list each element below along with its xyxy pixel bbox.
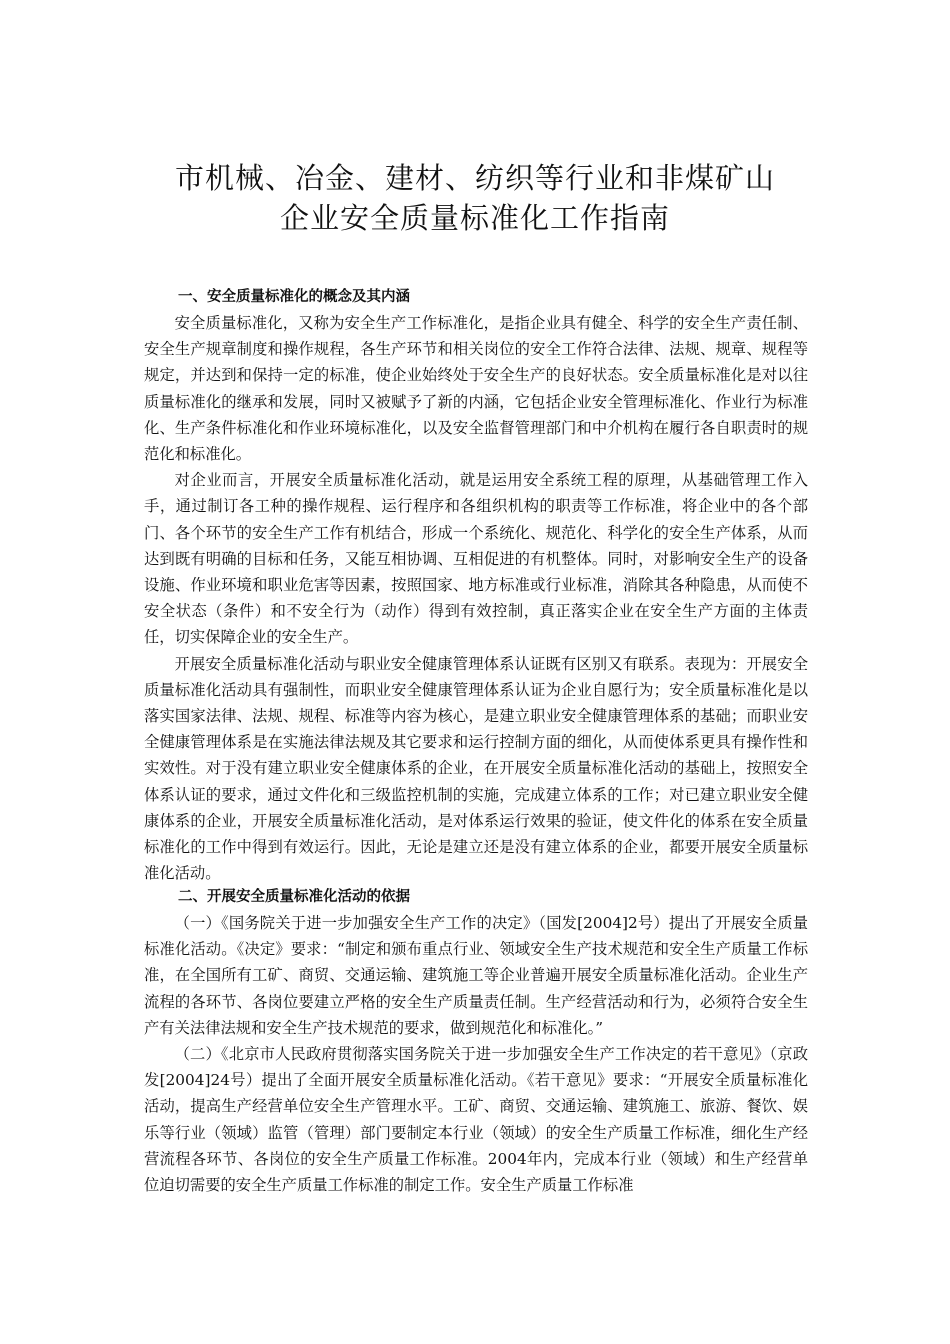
section-1-heading: 一、安全质量标准化的概念及其内涵 (178, 289, 410, 305)
document-title-line-2: 企业安全质量标准化工作指南 (279, 201, 670, 235)
section-1-body (144, 310, 808, 886)
section-2-paragraph-1: （一）《国务院关于进一步加强安全生产工作的决定》（国发[2004]2号）提出了开展安全质量标准化活动。《决定》要求：“制定和颁布重点行业、领域安全生产技术规范和安全生产质量工作标准，在全国所有工矿、商贸、交通运输、建筑施工等企业普遍开展安全质量标准化活动。企业生产流程的各环节、各岗位要建立严格的安全生产质量责任制。生产经营活动和行为，必须符合安全生产有关法律法规和安全生产技术规范的要求，做到规范化和标准化。” (144, 914, 808, 1037)
section-2-body (144, 910, 808, 1198)
section-1-paragraph-3: 开展安全质量标准化活动与职业安全健康管理体系认证既有区别又有联系。表现为：开展安全质量标准化活动具有强制性，而职业安全健康管理体系认证为企业自愿行为；安全质量标准化是以落实国家法律、法规、规程、标准等内容为核心，是建立职业安全健康管理体系的基础；而职业安全健康管理体系是在实施法律法规及其它要求和运行控制方面的细化，从而使体系更具有操作性和实效性。对于没有建立职业安全健康体系的企业，在开展安全质量标准化活动的基础上，按照安全体系认证的要求，通过文件化和三级监控机制的实施，完成建立体系的工作；对已建立职业安全健康体系的企业，开展安全质量标准化活动，是对体系运行效果的验证，使文件化的体系在安全质量标准化的工作中得到有效运行。因此，无论是建立还是没有建立体系的企业，都要开展安全质量标准化活动。 (144, 654, 808, 883)
document-title-line-1: 市机械、冶金、建材、纺织等行业和非煤矿山 (174, 161, 775, 195)
section-2-paragraph-2: （二）《北京市人民政府贯彻落实国务院关于进一步加强安全生产工作决定的若干意见》（京政发[2004]24号）提出了全面开展安全质量标准化活动。《若干意见》要求：“开展安全质量标准化活动，提高生产经营单位安全生产管理水平。工矿、商贸、交通运输、建筑施工、旅游、餐饮、娱乐等行业（领域）监管（管理）部门要制定本行业（领域）的安全生产质量工作标准，细化生产经营流程各环节、各岗位的安全生产质量工作标准。2004年内，完成本行业（领域）和生产经营单位迫切需要的安全生产质量工作标准的制定工作。安全生产质量工作标准 (144, 1045, 808, 1195)
section-1-paragraph-1: 安全质量标准化，又称为安全生产工作标准化，是指企业具有健全、科学的安全生产责任制、安全生产规章制度和操作规程，各生产环节和相关岗位的安全工作符合法律、法规、规章、规程等规定，并达到和保持一定的标准，使企业始终处于安全生产的良好状态。安全质量标准化是对以往质量标准化的继承和发展，同时又被赋予了新的内涵，它包括企业安全管理标准化、作业行为标准化、生产条件标准化和作业环境标准化，以及安全监督管理部门和中介机构在履行各自职责时的规范化和标准化。 (144, 314, 808, 464)
section-1-paragraph-2: 对企业而言，开展安全质量标准化活动，就是运用安全系统工程的原理，从基础管理工作入手，通过制订各工种的操作规程、运行程序和各组织机构的职责等工作标准，将企业中的各个部门、各个环节的安全生产工作有机结合，形成一个系统化、规范化、科学化的安全生产体系，从而达到既有明确的目标和任务，又能互相协调、互相促进的有机整体。同时，对影响安全生产的设备设施、作业环境和职业危害等因素，按照国家、地方标准或行业标准，消除其各种隐患，从而使不安全状态（条件）和不安全行为（动作）得到有效控制，真正落实企业在安全生产方面的主体责任，切实保障企业的安全生产。 (144, 471, 808, 647)
section-2-heading: 二、开展安全质量标准化活动的依据 (178, 889, 410, 905)
